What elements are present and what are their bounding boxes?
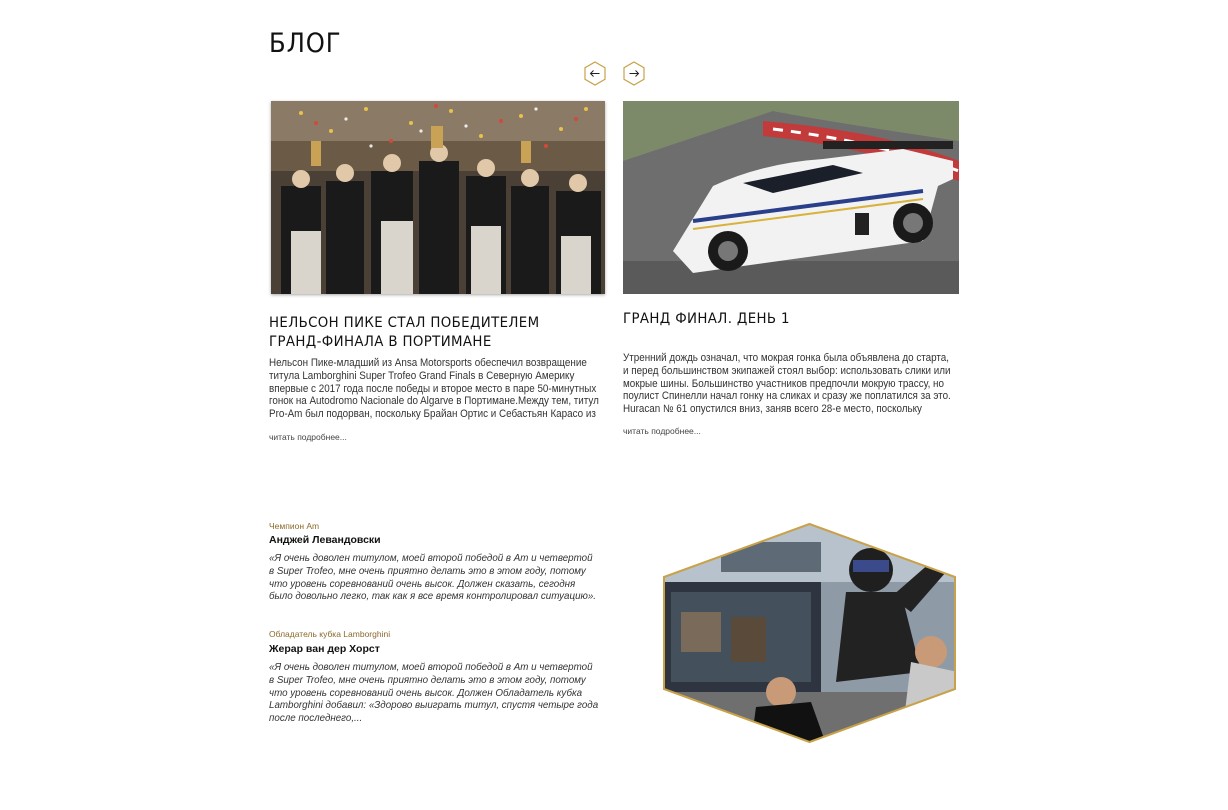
arrow-left-icon — [584, 61, 606, 86]
quote-author-name: Анджей Левандовски — [269, 534, 381, 546]
post-image-podium[interactable] — [271, 101, 605, 294]
page-title: БЛОГ — [269, 28, 342, 60]
post-title[interactable]: ГРАНД ФИНАЛ. ДЕНЬ 1 — [623, 311, 790, 327]
quote-text: «Я очень доволен титулом, моей второй победой в Am и четвертой в Super Trofeo, мне очень приятно делать это в этом году, потому что уровень соревнований очень высок. Должен сказать, сегодня было довольно легко, так как я все время контролировал ситуацию». — [269, 553, 597, 603]
hexagon-photo-celebration — [661, 522, 958, 744]
post-title[interactable]: НЕЛЬСОН ПИКЕ СТАЛ ПОБЕДИТЕЛЕМ ГРАНД-ФИНАЛА В ПОРТИМАНЕ — [269, 315, 540, 350]
arrow-right-icon — [623, 61, 645, 86]
post-excerpt: Утренний дождь означал, что мокрая гонка была объявлена до старта, и перед большинством экипажей стоял выбор: использовать слики или мокрые шины. Большинство участников предпочли мокрую трассу, но поулист Спинелли начал гонку на сликах и сразу же поплатился за это. Huracan № 61 опустился вниз, заняв всего 28-е место, поскольку — [623, 352, 951, 416]
read-more-link[interactable]: читать подробнее... — [269, 432, 347, 442]
post-excerpt: Нельсон Пике-младший из Ansa Motorsports обеспечил возвращение титула Lamborghini Super Trofeo Grand Finals в Северную Америку впервые с 2017 года после победы и второе место в паре 50-минутных гонок на Autodromo Nacionale do Algarve в Портимане.Между тем, титул Pro-Am был подорван, поскольку Брайан Ортис и Себастьян Карасо из — [269, 357, 599, 421]
quote-author-name: Жерар ван дер Хорст — [269, 643, 380, 655]
post-image-race-car[interactable] — [623, 101, 959, 294]
quote-text: «Я очень доволен титулом, моей второй победой в Am и четвертой в Super Trofeo, мне очень приятно делать это в этом году, потому что уровень соревнований очень высок. Должен Обладатель кубка Lamborghini добавил: «Здорово выиграть титул, спустя четыре года после последнего,... — [269, 662, 599, 725]
carousel-next-button[interactable] — [623, 61, 645, 86]
carousel-prev-button[interactable] — [584, 61, 606, 86]
read-more-link[interactable]: читать подробнее... — [623, 426, 701, 436]
quote-author-role: Чемпион Am — [269, 521, 320, 531]
quote-author-role: Обладатель кубка Lamborghini — [269, 629, 391, 639]
